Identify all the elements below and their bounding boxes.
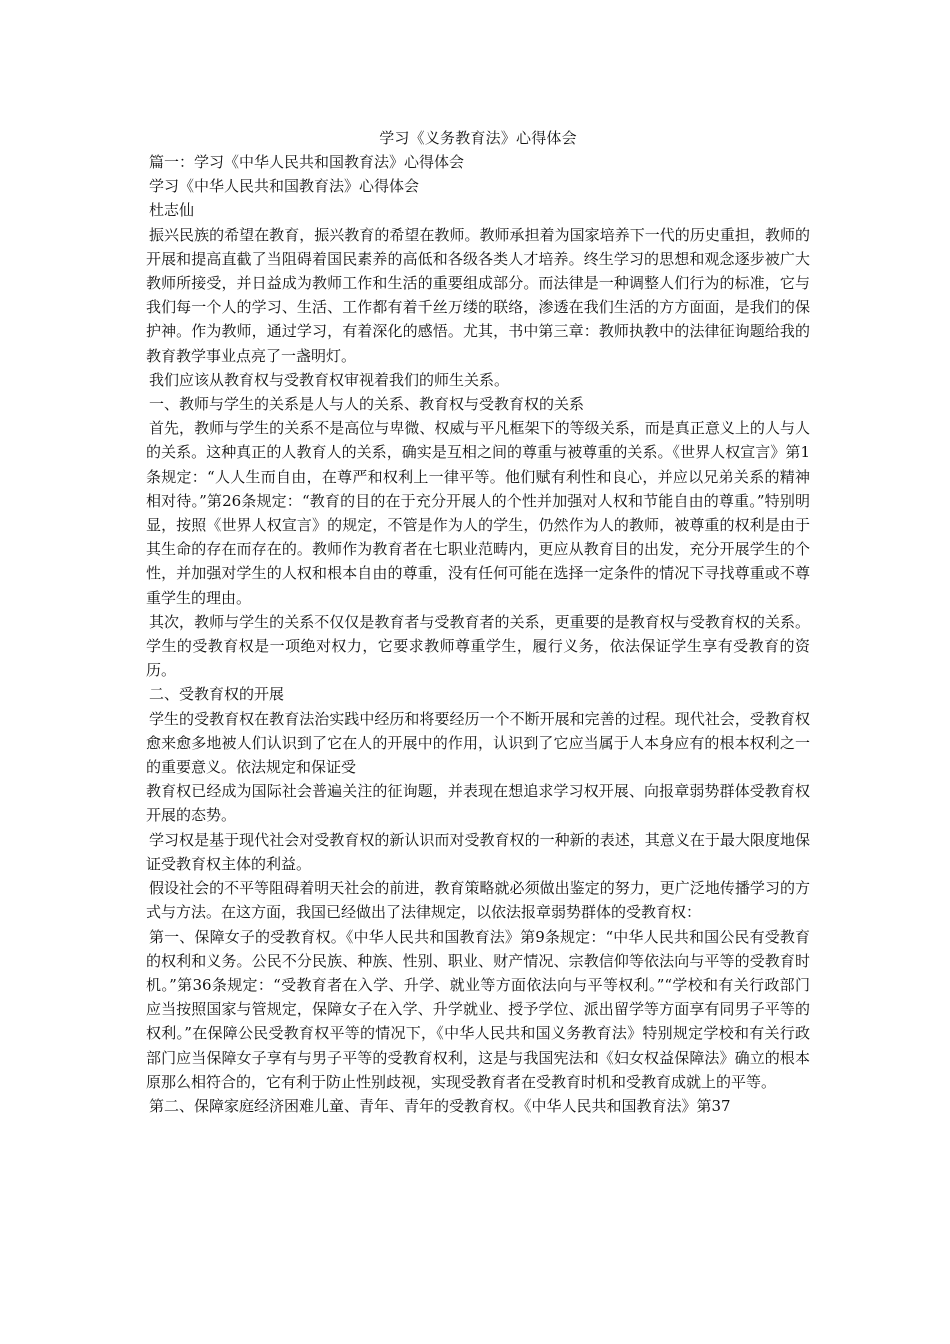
paragraph: 学习《中华人民共和国教育法》心得体会 [149, 177, 420, 196]
paragraph: 杜志仙 [149, 201, 195, 220]
paragraph: 我们应该从教育权与受教育权审视着我们的师生关系。 [149, 370, 510, 389]
document-page [146, 126, 810, 1118]
paragraph: 假设社会的不平等阻碍着明天社会的前进，教育策略就必须做出鉴定的努力，更广泛地传播学习的方式与方法。在这方面，我国已经做出了法律规定，以依法报章弱势群体的受教育权： [146, 879, 810, 922]
paragraph: 振兴民族的希望在教育，振兴教育的希望在教师。教师承担着为国家培养下一代的历史重担，教师的开展和提高直截了当阻碍着国民素养的高低和各级各类人才培养。终生学习的思想和观念逐步被广大教师所接受，并日益成为教师工作和生活的重要组成部分。而法律是一种调整人们行为的标准，它与我们每一个人的学习、生活、工作都有着千丝万缕的联络，渗透在我们生活的方方面面，是我们的保护神。作为教师，通过学习，有着深化的感悟。尤其，书中第三章：教师执教中的法律征询题给我的教育教学事业点亮了一盏明灯。 [146, 225, 810, 365]
paragraph: 首先，教师与学生的关系不是高位与卑微、权威与平凡框架下的等级关系，而是真正意义上的人与人的关系。这种真正的人教育人的关系，确实是互相之间的尊重与被尊重的关系。《世界人权宣言》第1条规定：“人人生而自由，在尊严和权利上一律平等。他们赋有利性和良心，并应以兄弟关系的精神相对待。”第26条规定：“教育的目的在于充分开展人的个性并加强对人权和节能自由的尊重。”特别明显，按照《世界人权宣言》的规定，不管是作为人的学生，仍然作为人的教师，被尊重的权利是由于其生命的存在而存在的。教师作为教育者在七职业范畴内，更应从教育目的出发，充分开展学生的个性，并加强对学生的人权和根本自由的尊重，没有任何可能在选择一定条件的情况下寻找尊重或不尊重学生的理由。 [146, 419, 810, 607]
section-heading: 一、教师与学生的关系是人与人的关系、教育权与受教育权的关系 [149, 395, 585, 414]
document-title: 学习《义务教育法》心得体会 [379, 129, 577, 147]
paragraph: 篇一：学习《中华人民共和国教育法》心得体会 [149, 153, 465, 171]
section-heading: 二、受教育权的开展 [149, 685, 285, 704]
paragraph: 其次，教师与学生的关系不仅仅是教育者与受教育者的关系，更重要的是教育权与受教育权的关系。学生的受教育权是一项绝对权力，它要求教师尊重学生，履行义务，依法保证学生享有受教育的资历。 [146, 612, 810, 680]
paragraph: 教育权已经成为国际社会普遍关注的征询题，并表现在想追求学习权开展、向报章弱势群体受教育权开展的态势。 [146, 782, 810, 825]
paragraph: 学生的受教育权在教育法治实践中经历和将要经历一个不断开展和完善的过程。现代社会，受教育权愈来愈多地被人们认识到了它在人的开展中的作用，认识到了它应当属于人本身应有的根本权利之一的重要意义。依法规定和保证受 [146, 709, 810, 777]
paragraph: 学习权是基于现代社会对受教育权的新认识而对受教育权的一种新的表述，其意义在于最大限度地保证受教育权主体的利益。 [146, 830, 810, 873]
paragraph: 第一、保障女子的受教育权。《中华人民共和国教育法》第9条规定：“中华人民共和国公民有受教育的权利和义务。公民不分民族、种族、性别、职业、财产情况、宗教信仰等依法向与平等的受教育时机。”第36条规定：“受教育者在入学、升学、就业等方面依法向与平等权利。”“学校和有关行政部门应当按照国家与管规定，保障女子在入学、升学就业、授予学位、派出留学等方面享有同男子平等的权利。”在保障公民受教育权平等的情况下，《中华人民共和国义务教育法》特别规定学校和有关行政部门应当保障女子享有与男子平等的受教育权利，这是与我国宪法和《妇女权益保障法》确立的根本原那么相符合的，它有利于防止性别歧视，实现受教育者在受教育时机和受教育成就上的平等。 [146, 927, 810, 1091]
paragraph: 第二、保障家庭经济困难儿童、青年、青年的受教育权。《中华人民共和国教育法》第37 [149, 1096, 731, 1115]
